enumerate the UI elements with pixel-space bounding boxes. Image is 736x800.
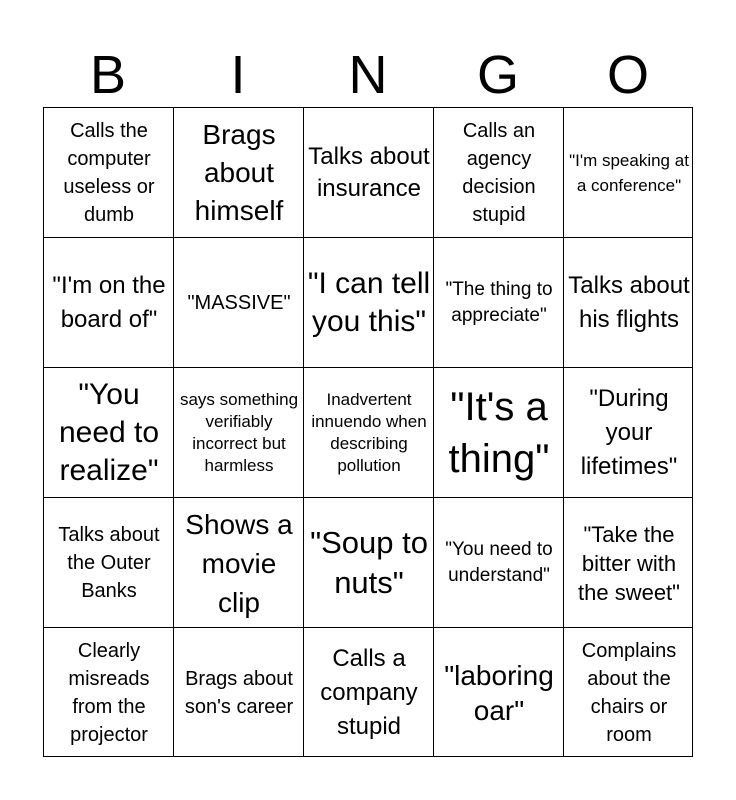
cell-text: Complains about the chairs or room — [581, 640, 677, 746]
cell-text: Calls the computer useless or dumb — [63, 120, 155, 226]
cell-text: "You need to understand" — [445, 539, 553, 586]
bingo-card — [43, 107, 693, 757]
cell-text: "I'm speaking at a conference" — [569, 151, 689, 195]
cell-text: Brags about himself — [194, 119, 284, 226]
cell-text: "MASSIVE" — [187, 292, 291, 314]
bingo-cell[interactable] — [434, 628, 564, 758]
bingo-cell[interactable] — [304, 238, 434, 368]
cell-text: Calls an agency decision stupid — [462, 120, 536, 226]
bingo-cell[interactable] — [174, 368, 304, 498]
bingo-cell[interactable] — [174, 628, 304, 758]
bingo-cell[interactable] — [44, 368, 174, 498]
bingo-cell[interactable] — [174, 238, 304, 368]
bingo-cell[interactable] — [44, 498, 174, 628]
bingo-cell[interactable] — [564, 498, 694, 628]
bingo-cell[interactable] — [434, 238, 564, 368]
bingo-cell[interactable] — [434, 108, 564, 238]
bingo-cell[interactable] — [304, 368, 434, 498]
cell-text: "Soup to nuts" — [310, 525, 428, 600]
cell-text: Shows a movie clip — [185, 508, 293, 618]
bingo-cell[interactable] — [434, 498, 564, 628]
cell-text: "laboring oar" — [444, 660, 554, 726]
bingo-cell[interactable] — [174, 498, 304, 628]
cell-text: "You need to realize" — [58, 378, 160, 487]
bingo-cell[interactable] — [304, 498, 434, 628]
cell-text: Clearly misreads from the projector — [68, 640, 150, 746]
bingo-cell[interactable] — [174, 108, 304, 238]
cell-text: "It's a thing" — [448, 385, 550, 481]
bingo-cell[interactable] — [564, 238, 694, 368]
bingo-cell[interactable] — [434, 368, 564, 498]
cell-text: "Take the bitter with the sweet" — [578, 521, 680, 605]
bingo-cell[interactable] — [44, 108, 174, 238]
cell-text: "The thing to appreciate" — [445, 279, 553, 326]
cell-text: "I'm on the board of" — [52, 272, 166, 333]
header-letter-n: N — [348, 45, 388, 105]
header-letter-i: I — [230, 45, 246, 105]
bingo-cell[interactable] — [304, 108, 434, 238]
cell-text: "During your lifetimes" — [580, 385, 678, 480]
bingo-cell[interactable] — [564, 628, 694, 758]
cell-text: "I can tell you this" — [307, 267, 431, 338]
header-letter-g: G — [476, 45, 519, 105]
cell-text: Brags about son's career — [184, 668, 294, 718]
bingo-cell[interactable] — [304, 628, 434, 758]
bingo-cell[interactable] — [564, 108, 694, 238]
header-letter-o: O — [606, 45, 649, 105]
bingo-header — [43, 44, 693, 106]
bingo-cell[interactable] — [44, 628, 174, 758]
bingo-cell[interactable] — [564, 368, 694, 498]
bingo-cell[interactable] — [44, 238, 174, 368]
cell-text: Calls a company stupid — [320, 645, 418, 740]
cell-text: Inadvertent innuendo when describing pollution — [311, 390, 427, 475]
header-letter-b: B — [89, 45, 127, 105]
cell-text: Talks about his flights — [568, 272, 690, 333]
cell-text: Talks about the Outer Banks — [58, 524, 160, 602]
cell-text: Talks about insurance — [308, 143, 430, 202]
cell-text: says something verifiably incorrect but harmless — [179, 390, 299, 475]
